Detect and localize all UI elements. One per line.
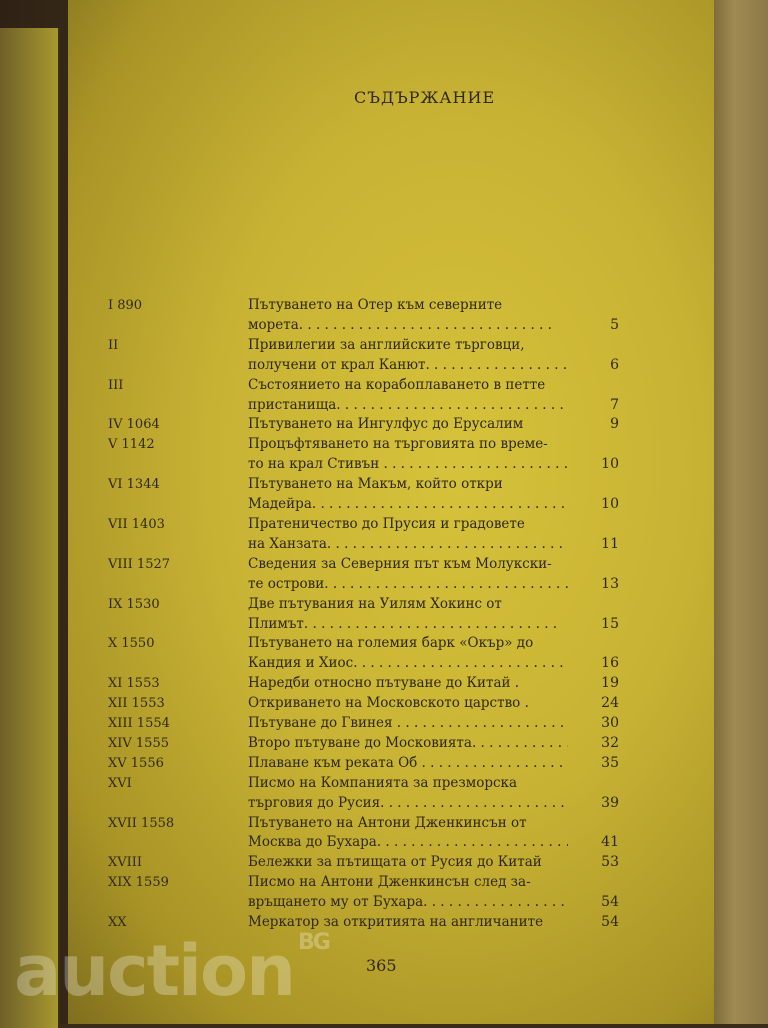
chapter-page-number: 6 <box>610 356 619 373</box>
toc-entry <box>68 754 714 774</box>
chapter-title-line: Сведения за Северния път към Молукски- <box>248 555 552 572</box>
chapter-number: XIX 1559 <box>108 875 169 891</box>
chapter-page-number: 9 <box>610 416 619 433</box>
chapter-page-number: 5 <box>610 316 619 333</box>
chapter-title <box>248 714 568 734</box>
toc-entry <box>68 853 714 873</box>
chapter-title-line: Пътуването на Антони Дженкинсън от <box>248 814 527 831</box>
toc-entry <box>68 515 714 555</box>
chapter-title <box>248 694 568 714</box>
toc-entry <box>68 873 714 913</box>
chapter-title <box>248 376 568 416</box>
toc-entry <box>68 336 714 376</box>
toc-entry <box>68 734 714 754</box>
chapter-title-line: то на крал Стивън . . . <box>248 455 568 475</box>
page-number: 365 <box>366 956 397 975</box>
chapter-number: XVIII <box>108 855 143 871</box>
chapter-number: III <box>108 377 124 393</box>
chapter-number: IX 1530 <box>108 596 160 612</box>
chapter-number: X 1550 <box>108 636 155 652</box>
chapter-number: XII 1553 <box>108 696 165 712</box>
toc-entry <box>68 376 714 416</box>
toc-entry <box>68 674 714 694</box>
chapter-title-line: Второ пътуване до Московията. . . . <box>248 734 568 754</box>
chapter-title-line: получени от крал Канют. . . . <box>248 356 568 376</box>
chapter-title <box>248 515 568 555</box>
chapter-title-line: Процъфтяването на търговията по време- <box>248 436 548 453</box>
chapter-page-number: 10 <box>601 456 619 473</box>
chapter-title <box>248 754 568 774</box>
chapter-page-number: 7 <box>610 396 619 413</box>
left-page-edge <box>0 28 60 1028</box>
chapter-number: II <box>108 337 119 353</box>
toc-entry <box>68 415 714 435</box>
chapter-number: VIII 1527 <box>108 556 171 572</box>
chapter-title-line: Плимът. . . . <box>248 615 568 635</box>
chapter-title <box>248 634 568 674</box>
chapter-title-line: морета. . . . <box>248 316 568 336</box>
chapter-number: XIII 1554 <box>108 716 170 732</box>
chapter-title-line: Привилегии за английските търговци, <box>248 336 525 353</box>
chapter-title-line: Москва до Бухара. . . . <box>248 833 568 853</box>
chapter-title-line: Откриването на Московското царство . <box>248 695 529 712</box>
chapter-title <box>248 774 568 814</box>
chapter-title <box>248 814 568 854</box>
toc-entry <box>68 555 714 595</box>
chapter-title-line: търговия до Русия. . . . <box>248 794 568 814</box>
chapter-title <box>248 674 568 694</box>
chapter-title <box>248 595 568 635</box>
chapter-title-line: Мадейра. . . . <box>248 495 568 515</box>
toc-entry <box>68 714 714 734</box>
chapter-page-number: 10 <box>601 496 619 513</box>
chapter-title-line: на Ханзата. . . . <box>248 535 568 555</box>
chapter-title-line: Пратеничество до Прусия и градовете <box>248 515 525 532</box>
chapter-page-number: 41 <box>601 834 619 851</box>
table-surface <box>712 0 768 1024</box>
toc-entry <box>68 694 714 714</box>
chapter-page-number: 13 <box>601 575 619 592</box>
watermark-logo: auction $^{BG}$ <box>14 930 329 1012</box>
chapter-number: I 890 <box>108 298 143 313</box>
chapter-title-line: Две пътувания на Уилям Хокинс от <box>248 595 502 612</box>
chapter-page-number: 19 <box>601 675 619 692</box>
chapter-title-line: Наредби относно пътуване до Китай . <box>248 675 520 692</box>
table-of-contents <box>68 296 714 933</box>
chapter-title-line: пристанища. . . . <box>248 396 568 416</box>
chapter-title-line: Кандия и Хиос. . . . <box>248 654 568 674</box>
chapter-number: XVII 1558 <box>108 815 175 831</box>
chapter-page-number: 53 <box>601 854 619 871</box>
chapter-title <box>248 415 568 435</box>
chapter-page-number: 54 <box>601 914 619 931</box>
chapter-title-line: Пътуването на големия барк «Окър» до <box>248 635 534 652</box>
chapter-page-number: 24 <box>601 695 619 712</box>
chapter-number: VI 1344 <box>108 477 160 493</box>
chapter-title <box>248 296 568 336</box>
chapter-number: XV 1556 <box>108 755 164 771</box>
chapter-number: XI 1553 <box>108 676 160 692</box>
chapter-title-line: Меркатор за откритията на англичаните <box>248 914 544 931</box>
chapter-title-line: Писмо на Антони Дженкинсън след за- <box>248 874 531 891</box>
chapter-page-number: 35 <box>601 754 619 771</box>
toc-entry <box>68 814 714 854</box>
chapter-title <box>248 853 568 873</box>
chapter-title-line: Писмо на Компанията за презморска <box>248 774 518 791</box>
chapter-page-number: 16 <box>601 655 619 672</box>
chapter-page-number: 30 <box>601 715 619 732</box>
toc-entry <box>68 296 714 336</box>
chapter-title-line: Пътуването на Ингулфус до Ерусалим <box>248 416 524 433</box>
chapter-title-line: Пътуването на Отер към северните <box>248 297 503 313</box>
chapter-title <box>248 475 568 515</box>
chapter-page-number: 54 <box>601 894 619 911</box>
toc-entry <box>68 475 714 515</box>
chapter-title <box>248 555 568 595</box>
chapter-title-line: те острови. . . . <box>248 575 568 595</box>
chapter-page-number: 39 <box>601 794 619 811</box>
chapter-title <box>248 336 568 376</box>
chapter-title <box>248 435 568 475</box>
chapter-title-line: Пътуване до Гвинея . . . <box>248 714 568 734</box>
chapter-title <box>248 734 568 754</box>
chapter-number: IV 1064 <box>108 417 160 433</box>
chapter-title-line: Плаване към реката Об . . . <box>248 754 568 774</box>
chapter-title-line: Състоянието на корабоплаването в петте <box>248 376 546 393</box>
chapter-title-line: Пътуването на Макъм, който откри <box>248 476 503 493</box>
toc-entry <box>68 435 714 475</box>
chapter-title <box>248 873 568 913</box>
page-title: СЪДЪРЖАНИЕ <box>354 88 496 107</box>
toc-entry <box>68 595 714 635</box>
chapter-title-line: Бележки за пътищата от Русия до Китай <box>248 854 542 871</box>
chapter-number: VII 1403 <box>108 516 165 532</box>
chapter-number: XIV 1555 <box>108 735 169 751</box>
chapter-title-line: връщането му от Бухара. . . . <box>248 893 568 913</box>
book-page <box>68 0 714 1024</box>
chapter-page-number: 32 <box>601 734 619 751</box>
toc-entry <box>68 774 714 814</box>
toc-entry <box>68 634 714 674</box>
chapter-page-number: 15 <box>601 615 619 632</box>
chapter-page-number: 11 <box>601 535 619 552</box>
chapter-number: XX <box>108 915 127 931</box>
chapter-number: XVI <box>108 775 132 791</box>
chapter-number: V 1142 <box>108 437 155 453</box>
